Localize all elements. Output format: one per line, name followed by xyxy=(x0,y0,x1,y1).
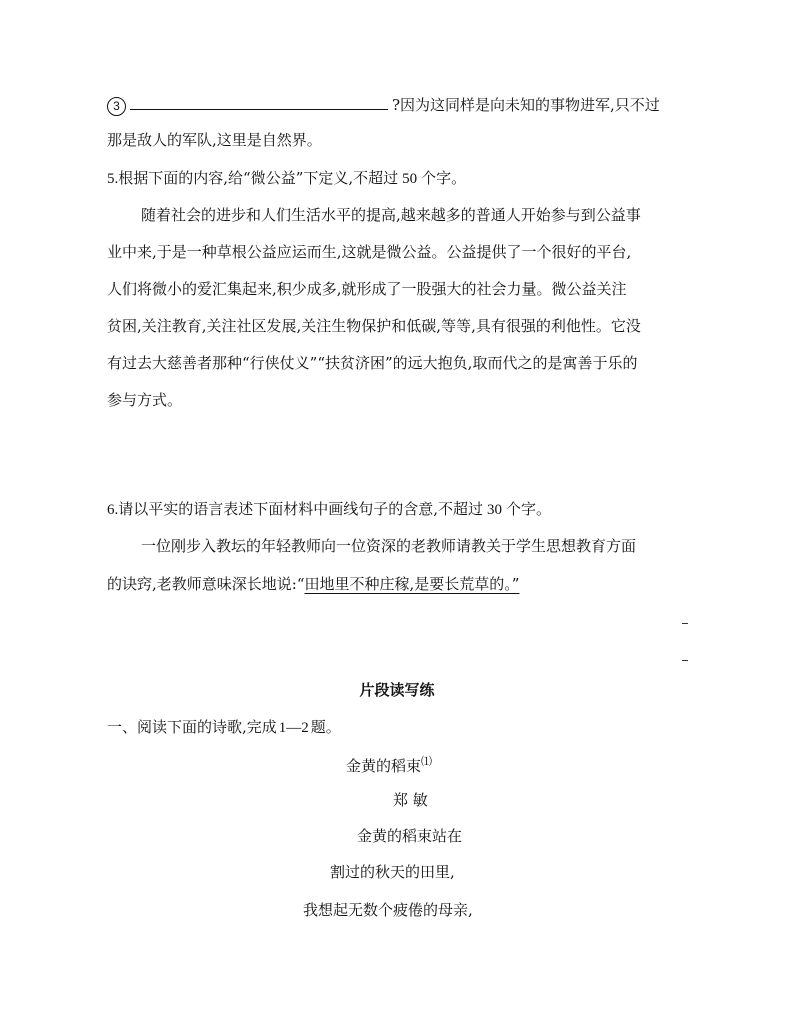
q6-number: 6. xyxy=(107,502,119,518)
part-one-instruction xyxy=(107,717,341,738)
q6-passage-line-2 xyxy=(107,574,519,594)
q5-passage-line-1: 随着社会的进步和人们生活水平的提高,越来越多的普通人开始参与到公益事 xyxy=(141,206,641,224)
poem-footnote-mark: ⑴ xyxy=(421,755,433,768)
part-one-range: 1—2 xyxy=(278,720,309,736)
poem-title-text: 金黄的稻束 xyxy=(346,757,422,775)
q5-prompt-tail: 个字。 xyxy=(421,169,467,187)
circled-number-3: 3 xyxy=(107,97,126,116)
q5-prompt xyxy=(107,168,466,189)
q5-passage-line-5: 有过去大慈善者那种“行侠仗义”“扶贫济困”的远大抱负,取而代之的是寓善于乐的 xyxy=(107,354,638,372)
q6-limit: 30 xyxy=(487,502,503,518)
poem-title xyxy=(346,752,432,776)
q5-passage-line-4: 贫困,关注教育,关注社区发展,关注生物保护和低碳,等等,具有很强的利他性。它没 xyxy=(107,317,641,335)
q5-passage-line-2: 业中来,于是一种草根公益应运而生,这就是微公益。公益提供了一个很好的平台, xyxy=(107,243,632,261)
q3-text: ?因为这同样是向未知的事物进军,只不过 xyxy=(392,96,660,114)
poem-line-3: 我想起无数个疲倦的母亲, xyxy=(303,901,473,919)
q3-line-2: 那是敌人的军队,这里是自然界。 xyxy=(107,131,322,149)
q6-underlined-sentence: 田地里不种庄稼,是要长荒草的。” xyxy=(304,575,520,593)
poem-author: 郑 敏 xyxy=(393,791,428,809)
margin-mark-2 xyxy=(682,660,688,661)
q3-line xyxy=(107,93,660,116)
part-one-tail: 题。 xyxy=(310,718,341,736)
q5-limit: 50 xyxy=(402,171,418,187)
answer-blank-3[interactable] xyxy=(130,93,388,110)
q5-prompt-text: 根据下面的内容,给“微公益”下定义,不超过 xyxy=(118,169,399,187)
q6-passage-text: 的诀窍,老教师意味深长地说:“ xyxy=(107,575,305,593)
q5-passage-line-6: 参与方式。 xyxy=(107,391,183,409)
q5-passage-line-3: 人们将微小的爱汇集起来,积少成多,就形成了一股强大的社会力量。微公益关注 xyxy=(107,280,627,298)
q5-number: 5. xyxy=(107,171,119,187)
poem-line-1: 金黄的稻束站在 xyxy=(357,827,463,845)
q6-prompt-tail: 个字。 xyxy=(506,500,552,518)
part-one-text: 一、阅读下面的诗歌,完成 xyxy=(107,718,277,736)
section-heading: 片段读写练 xyxy=(359,681,435,699)
margin-mark-1 xyxy=(682,623,688,624)
q6-passage-line-1: 一位刚步入教坛的年轻教师向一位资深的老教师请教关于学生思想教育方面 xyxy=(141,537,637,555)
poem-line-2: 割过的秋天的田里, xyxy=(330,863,455,881)
q6-prompt-text: 请以平实的语言表述下面材料中画线句子的含意,不超过 xyxy=(118,500,484,518)
q6-prompt xyxy=(107,499,551,520)
